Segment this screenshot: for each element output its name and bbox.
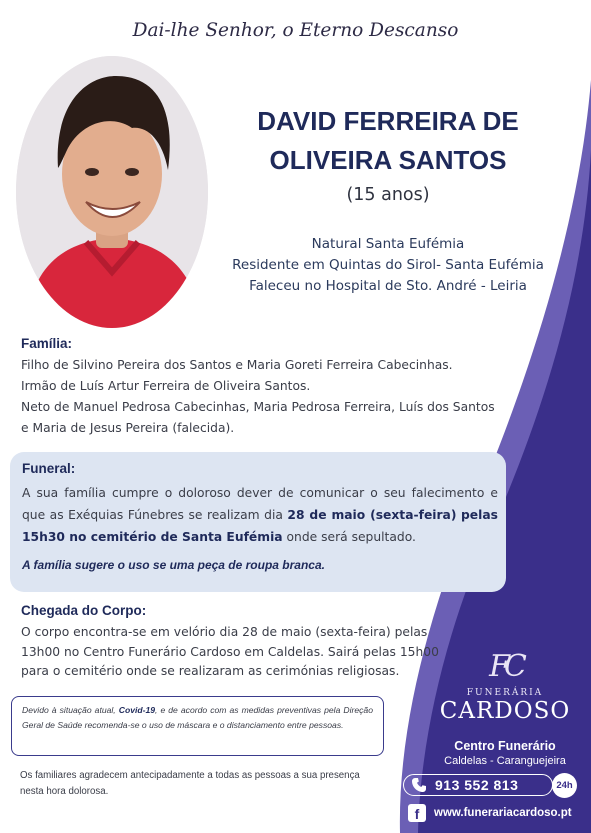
covid-text-end: , e de acordo com as medidas preventivas pela Direção Geral de Saúde recomenda-se o uso de máscara e o distanciamento entre pessoas. [22, 705, 373, 730]
phone-contact[interactable] [403, 774, 553, 796]
facebook-icon[interactable]: f [408, 804, 426, 822]
covid-highlight: Covid-19 [118, 705, 156, 715]
funeral-home-location: Caldelas - Caranguejeira [444, 755, 566, 767]
logo-big-name: CARDOSO [439, 698, 571, 724]
family-section [21, 336, 541, 439]
name-line-2: OLIVEIRA SANTOS [269, 145, 507, 175]
arrival-text: O corpo encontra-se em velório dia 28 de maio (sexta-feira) pelas 13h00 no Centro Funerário Cardoso em Caldelas. Sairá pelas 15h00 para o cemitério onde se realizaram as cerimónias religiosas. [21, 625, 439, 678]
family-line: Neto de Manuel Pedrosa Cabecinhas, Maria Pedrosa Ferreira, Luís dos Santos [21, 400, 495, 414]
phone-number[interactable]: 913 552 813 [435, 777, 519, 793]
deceased-name [228, 102, 548, 180]
funeral-section [22, 461, 498, 572]
24h-badge: 24h [552, 773, 577, 798]
covid-text-start: Devido à situação atual, [22, 705, 119, 715]
family-line: e Maria de Jesus Pereira (falecida). [21, 421, 235, 435]
funeral-title: Funeral: [22, 461, 76, 476]
deceased-age: (15 anos) [346, 185, 430, 205]
residence-text: Residente em Quintas do Sirol- Santa Eufémia [232, 257, 544, 273]
logo-small-name: FUNERÁRIA [466, 688, 544, 698]
funeral-text-end: onde será sepultado. [282, 530, 416, 544]
portrait-photo [16, 56, 208, 328]
phone-icon [411, 777, 427, 793]
funeral-home-logo [420, 648, 590, 724]
family-line: Irmão de Luís Artur Ferreira de Oliveira Santos. [21, 379, 311, 393]
logo-emblem: FC [489, 649, 521, 684]
header-phrase: Dai-lhe Senhor, o Eterno Descanso [132, 20, 459, 41]
arrival-title: Chegada do Corpo: [21, 603, 147, 618]
origin-text: Natural Santa Eufémia [311, 236, 465, 252]
funeral-date: 28 de maio (sexta-feira) [287, 508, 457, 522]
family-title: Família: [21, 336, 73, 351]
funeral-text-start: A sua família cumpre o doloroso dever de comunicar o seu falecimento e que as Exéquias Fúnebres se realizam dia [22, 486, 498, 522]
funeral-time-place: pelas 15h30 no cemitério de Santa Eufémia [22, 508, 498, 544]
covid-notice [11, 696, 384, 756]
arrival-section [21, 603, 461, 682]
deceased-bio [200, 234, 576, 297]
family-line: Filho de Silvino Pereira dos Santos e Maria Goreti Ferreira Cabecinhas. [21, 358, 453, 372]
funeral-text [22, 482, 498, 548]
website-url[interactable]: www.funerariacardoso.pt [434, 807, 572, 819]
name-line-1: DAVID FERREIRA DE [257, 106, 519, 136]
funeral-home-subtitle: Centro Funerário [454, 739, 556, 753]
website-link[interactable] [408, 804, 572, 822]
death-place-text: Faleceu no Hospital de Sto. André - Leiria [249, 278, 527, 294]
funeral-note: A família sugere o uso se uma peça de roupa branca. [22, 558, 325, 572]
thanks-text: Os familiares agradecem antecipadamente a todas as pessoas a sua presença nesta hora dolorosa. [20, 770, 360, 797]
